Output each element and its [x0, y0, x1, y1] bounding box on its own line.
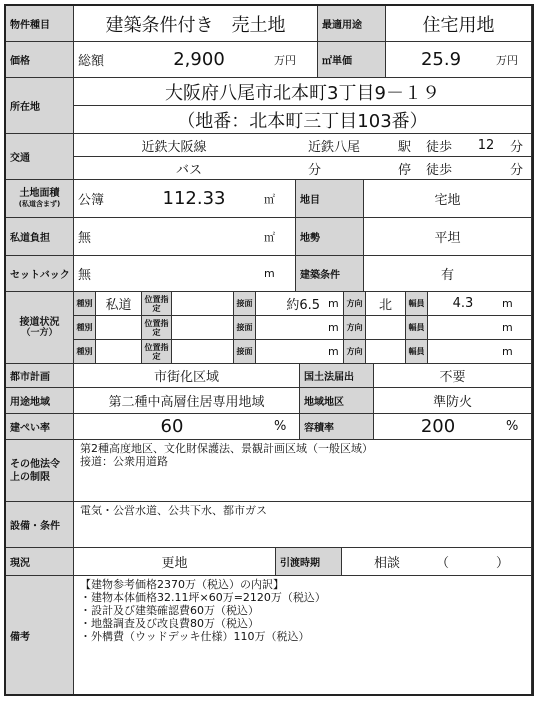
road-row-type	[96, 316, 142, 340]
district-label: 地域地区	[300, 388, 374, 414]
road-row-face-label: 接面	[234, 340, 256, 364]
other-law-text: 第2種高度地区、文化財保護法、景観計画区域（一般区域） 接道：公衆用道路	[74, 440, 532, 502]
road-row-type-label: 種別	[74, 340, 96, 364]
road-row-width-label: 幅員	[406, 316, 428, 340]
price-per-label: ㎡単価	[318, 42, 386, 78]
road-row-type: 私道	[96, 292, 142, 316]
price-per-value: 25.9	[386, 42, 496, 78]
road-row-dir-label: 方向	[344, 292, 366, 316]
district-value: 準防火	[374, 388, 532, 414]
setback-unit: m	[264, 256, 296, 292]
setback-label: セットバック	[6, 256, 74, 292]
status-label: 現況	[6, 548, 74, 576]
traffic-station: 近鉄八尾	[274, 134, 394, 157]
traffic-walk-min: 12	[466, 134, 506, 157]
handover-label: 引渡時期	[276, 548, 342, 576]
property-type-value: 建築条件付き 売土地	[74, 6, 318, 42]
road-row-width	[428, 316, 498, 340]
status-value: 更地	[74, 548, 276, 576]
chimoku-label: 地目	[296, 180, 364, 218]
traffic-walk: 徒歩	[422, 134, 466, 157]
remarks-label: 備考	[6, 576, 74, 694]
road-row-width-label: 幅員	[406, 292, 428, 316]
road-row-m: m	[324, 316, 344, 340]
road-row-type	[96, 340, 142, 364]
facilities-label: 設備・条件	[6, 502, 74, 548]
price-total-label: 総額	[74, 42, 124, 78]
price-unit: 万円	[274, 42, 318, 78]
location-label: 所在地	[6, 78, 74, 134]
terrain-label: 地勢	[296, 218, 364, 256]
handover-paren-open: （	[432, 548, 492, 576]
road-row-width: 4.3	[428, 292, 498, 316]
zoning-label: 用途地域	[6, 388, 74, 414]
terrain-value: 平坦	[364, 218, 532, 256]
handover-value: 相談	[342, 548, 432, 576]
traffic-line: 近鉄大阪線	[74, 134, 274, 157]
land-area-kind: 公簿	[74, 180, 124, 218]
road-row-dir	[366, 316, 406, 340]
use-label: 最適用途	[318, 6, 386, 42]
traffic-label: 交通	[6, 134, 74, 180]
road-row-m: m	[324, 292, 344, 316]
land-area-label: 土地面積 (私道含まず)	[6, 180, 74, 218]
far-pct: %	[502, 414, 532, 440]
land-area-value: 112.33	[124, 180, 264, 218]
use-value: 住宅用地	[386, 6, 532, 42]
property-sheet	[4, 4, 534, 696]
property-type-label: 物件種目	[6, 6, 74, 42]
setback-value: 無	[74, 256, 264, 292]
road-row-blank	[172, 292, 234, 316]
road-row-m2: m	[498, 316, 532, 340]
location-lot: （地番：北本町三丁目103番）	[74, 106, 532, 134]
notice-value: 不要	[374, 364, 532, 388]
city-plan-value: 市街化区域	[74, 364, 300, 388]
coverage-pct: %	[270, 414, 300, 440]
chimoku-value: 宅地	[364, 180, 532, 218]
road-row-dir: 北	[366, 292, 406, 316]
road-row-face	[256, 340, 324, 364]
road-row-blank	[172, 316, 234, 340]
price-per-unit: 万円	[496, 42, 532, 78]
road-row-pos-label: 位置指定	[142, 316, 172, 340]
road-row-blank	[172, 340, 234, 364]
facilities-text: 電気・公営水道、公共下水、都市ガス	[74, 502, 532, 548]
road-row-pos-label: 位置指定	[142, 292, 172, 316]
road-row-m: m	[324, 340, 344, 364]
coverage-label: 建ぺい率	[6, 414, 74, 440]
road-row-face-label: 接面	[234, 316, 256, 340]
road-label: 接道状況 （一方）	[6, 292, 74, 364]
handover-paren-close: ）	[492, 548, 532, 576]
condition-value: 有	[364, 256, 532, 292]
road-row-dir-label: 方向	[344, 316, 366, 340]
land-area-unit: ㎡	[264, 180, 296, 218]
price-total: 2,900	[124, 42, 274, 78]
traffic-walk2: 徒歩	[422, 157, 506, 180]
other-law-label: その他法令上の制限	[6, 440, 74, 502]
traffic-bus-min: 分	[304, 157, 394, 180]
road-row-width-label: 幅員	[406, 340, 428, 364]
traffic-stop: 停	[394, 157, 422, 180]
traffic-min2: 分	[506, 157, 532, 180]
private-road-unit: ㎡	[264, 218, 296, 256]
remarks-text: 【建物参考価格2370万（税込）の内訳】 ・建物本体価格32.11坪×60万=2120万（税込） ・設計及び建築確認費60万（税込） ・地盤調査及び改良費80万（税込） ・外構費（ウッドデッキ仕様）110万（税込）	[74, 576, 532, 694]
road-row-dir-label: 方向	[344, 340, 366, 364]
far-label: 容積率	[300, 414, 374, 440]
zoning-value: 第二種中高層住居専用地域	[74, 388, 300, 414]
road-row-m2: m	[498, 292, 532, 316]
road-row-m2: m	[498, 340, 532, 364]
far-value: 200	[374, 414, 502, 440]
road-row-face	[256, 316, 324, 340]
price-label: 価格	[6, 42, 74, 78]
city-plan-label: 都市計画	[6, 364, 74, 388]
road-row-face-label: 接面	[234, 292, 256, 316]
traffic-bus: バス	[74, 157, 304, 180]
road-row-pos-label: 位置指定	[142, 340, 172, 364]
notice-label: 国土法届出	[300, 364, 374, 388]
road-row-dir	[366, 340, 406, 364]
private-road-label: 私道負担	[6, 218, 74, 256]
road-row-type-label: 種別	[74, 292, 96, 316]
coverage-value: 60	[74, 414, 270, 440]
traffic-station-suffix: 駅	[394, 134, 422, 157]
traffic-min: 分	[506, 134, 532, 157]
condition-label: 建築条件	[296, 256, 364, 292]
road-row-type-label: 種別	[74, 316, 96, 340]
location-address: 大阪府八尾市北本町3丁目9－１９	[74, 78, 532, 106]
road-row-face: 約6.5	[256, 292, 324, 316]
private-road-value: 無	[74, 218, 264, 256]
road-row-width	[428, 340, 498, 364]
